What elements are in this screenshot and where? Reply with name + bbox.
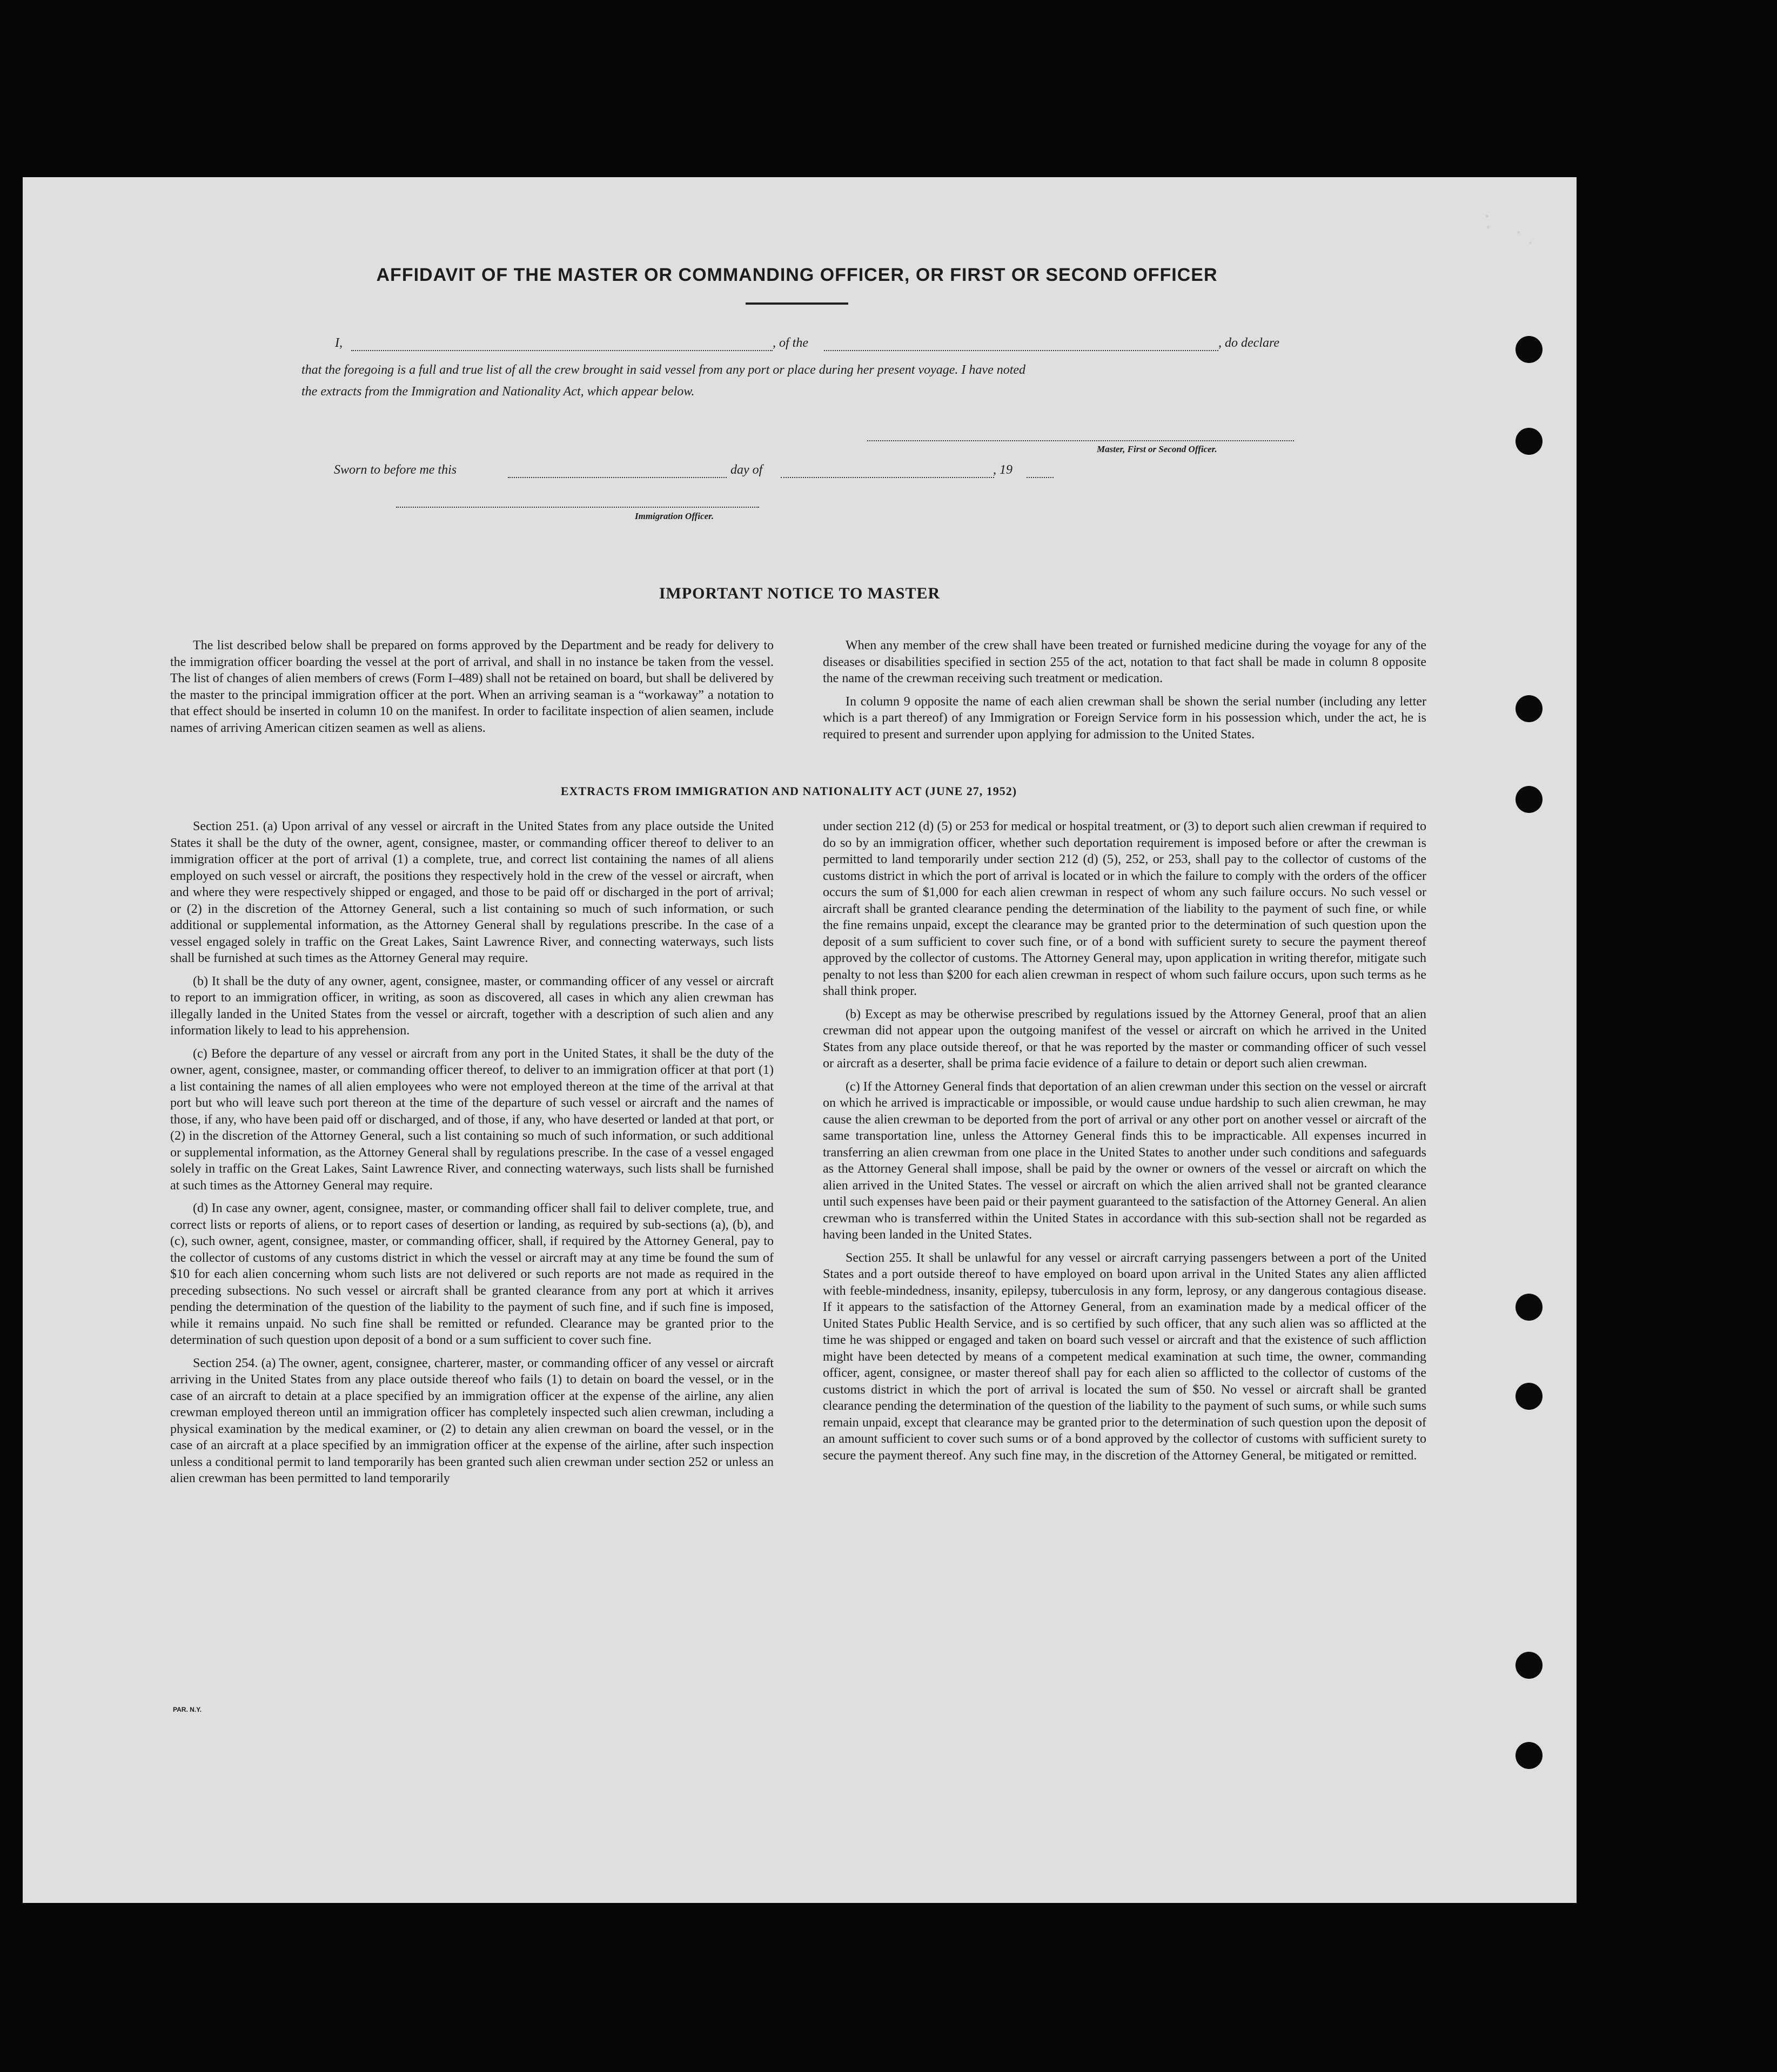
- notice-paragraph: When any member of the crew shall have been treated or furnished medicine during the voyage for any of the diseases or disabilities specified in section 255 of the act, notation to that fact shall be made in column 8 opposite the name of the crewman receiving such treatment or medication.: [823, 638, 1426, 685]
- statute-paragraph: Section 251. (a) Upon arrival of any vessel or aircraft in the United States from any place outside the United States it shall be the duty of the owner, agent, consignee, master, or commanding officer thereof to deliver to an immigration officer at the port of arrival (1) a complete, true, and correct list containing the names of all aliens employed on such vessel or aircraft, the positions they respectively hold in the crew of the vessel or aircraft, when and where they were respectively shipped or engaged, and those to be paid off or discharged in the port of arrival; or (2) in the discretion of the Attorney General, such a list containing so much of such information, or such additional or supplemental information, as the Attorney General shall by regulations prescribe. In the case of a vessel engaged solely in traffic on the Great Lakes, Saint Lawrence River, and connecting waterways, such lists shall be furnished at such times as the Attorney General may require.: [170, 819, 774, 965]
- affidavit-title: AFFIDAVIT OF THE MASTER OR COMMANDING OFFICER, OR FIRST OR SECOND OFFICER: [376, 265, 1218, 285]
- binder-hole: [1516, 1294, 1543, 1321]
- binder-hole: [1516, 336, 1543, 363]
- affidavit-of-label: , of the: [773, 336, 808, 350]
- statute-paragraph: Section 255. It shall be unlawful for any vessel or aircraft carrying passengers between a port of the United States and a port outside thereof to have employed on board upon arrival in the United States any alien afflicted with feeble-mindedness, insanity, epilepsy, tuberculosis in any form, leprosy, or any dangerous contagious disease. If it appears to the satisfaction of the Attorney General, from an examination made by a medical officer of the United States Public Health Service, and is so certified by such officer, that any such alien was so afflicted at the time he was shipped or engaged and taken on board such vessel or aircraft and that the existence of such affliction might have been detected by means of a competent medical examination at such time, the owner, commanding officer, agent, consignee, or master thereof shall pay for each alien so afflicted to the collector of customs of the customs district in which the port of arrival is located the sum of $50. No vessel or aircraft shall be granted clearance pending the determination of the question of the liability to the payment of such sums, or while such sums remain unpaid, except that clearance may be granted prior to the determination of such question upon the deposit of an amount sufficient to cover such sums or of a bond approved by the collector of customs with sufficient surety to secure the payment thereof. Any such fine may, in the discretion of the Attorney General, be mitigated or remitted.: [823, 1250, 1426, 1463]
- binder-hole: [1516, 1742, 1543, 1769]
- year-label: , 19: [993, 463, 1012, 477]
- notice-title: IMPORTANT NOTICE TO MASTER: [659, 584, 941, 602]
- officer-signature-caption: Immigration Officer.: [635, 511, 714, 521]
- extracts-left-column: [170, 818, 774, 1494]
- notice-right-column: [823, 637, 1426, 749]
- statute-paragraph: Section 254. (a) The owner, agent, consignee, charterer, master, or commanding officer of any vessel or aircraft arriving in the United States from any place outside thereof who fails (1) to detain on board the vessel, or in the case of an aircraft to detain at a place specified by an immigration officer at the expense of the airline, any alien crewman employed thereon until an immigration officer has completely inspected such alien crewman, including a physical examination by the medical examiner, or (2) to detain any alien crewman on board the vessel, or in the case of an aircraft at a place specified by an immigration officer at the expense of the airline, after such inspection unless a conditional permit to land temporarily has been granted such alien crewman under section 252 or unless an alien crewman has been permitted to land temporarily: [170, 1356, 774, 1485]
- extracts-title: EXTRACTS FROM IMMIGRATION AND NATIONALITY ACT (JUNE 27, 1952): [560, 784, 1017, 798]
- sworn-label: Sworn to before me this: [334, 463, 457, 477]
- master-signature-caption: Master, First or Second Officer.: [1097, 444, 1217, 454]
- statute-paragraph: (b) It shall be the duty of any owner, agent, consignee, master, or commanding officer of any vessel or aircraft to report to an immigration officer, in writing, as soon as discovered, all cases in which any alien crewman has illegally landed in the United States from the vessel or aircraft, together with a description of such alien and any information likely to lead to his apprehension.: [170, 974, 774, 1038]
- film-speck: [1487, 226, 1490, 228]
- binder-hole: [1516, 428, 1543, 455]
- binder-hole: [1516, 1652, 1543, 1679]
- affidavit-statement-line: that the foregoing is a full and true list of all the crew brought in said vessel from any port or place during her present voyage. I have noted: [301, 363, 1026, 377]
- statute-paragraph: (c) If the Attorney General finds that deportation of an alien crewman under this section on the vessel or aircraft on which he arrived is impracticable or impossible, or would cause undue hardship to such alien crewman, he may cause the alien crewman to be deported from the port of arrival or any other port on another vessel or aircraft of the same transportation line, unless the Attorney General finds this to be impracticable. All expenses incurred in transferring an alien crewman from one place in the United States to another under such conditions and safeguards as the Attorney General shall impose, shall be paid by the owner or owners of the vessel or aircraft on which the alien arrived in the United States. The vessel or aircraft on which the alien arrived shall not be granted clearance until such expenses have been paid or their payment guaranteed to the satisfaction of the Attorney General. An alien crewman who is transferred within the United States in accordance with this sub-section shall not be regarded as having been landed in the United States.: [823, 1079, 1426, 1242]
- officer-signature-line: [396, 507, 759, 508]
- film-speck: [1529, 241, 1532, 244]
- statute-paragraph: under section 212 (d) (5) or 253 for medical or hospital treatment, or (3) to deport such alien crewman if required to do so by an immigration officer, whether such deportation requirement is imposed before or after the crewman is permitted to land temporarily under section 212 (d) (5), 252, or 253, shall pay to the collector of customs of the customs district in which the port of arrival is located or in which the failure to comply with the orders of the officer occurs the sum of $1,000 for each alien crewman in respect of whom any such failure occurs. No such vessel or aircraft shall be granted clearance pending the determination of the liability to the payment of such fine, or while the fine remains unpaid, except the clearance may be granted prior to the determination of such question upon the deposit of a sum sufficient to cover such fine, or of a bond with sufficient surety to secure the payment thereof approved by the collector of customs. The Attorney General may, upon application in writing therefor, mitigate such penalty to not less than $200 for each alien crewman in respect of whom such failure occurs, upon such terms as he shall think proper.: [823, 819, 1426, 998]
- master-signature-line: [867, 440, 1294, 441]
- statute-paragraph: (b) Except as may be otherwise prescribed by regulations issued by the Attorney General, proof that an alien crewman did not appear upon the outgoing manifest of the vessel or aircraft on which he arrived in the United States from any place outside thereof, or that he was reported by the master or commanding officer of such vessel or aircraft as a deserter, shall be prima facie evidence of a failure to detain or deport such alien crewman.: [823, 1007, 1426, 1071]
- binder-hole: [1516, 1383, 1543, 1410]
- affidavit-declare-label: , do declare: [1218, 336, 1280, 350]
- year-blank: [1027, 477, 1054, 478]
- binder-hole: [1516, 786, 1543, 813]
- binder-hole: [1516, 695, 1543, 722]
- affidavit-statement-line: the extracts from the Immigration and Nationality Act, which appear below.: [301, 385, 695, 399]
- printer-mark: PAR. N.Y.: [173, 1706, 202, 1713]
- notice-left-column: [170, 637, 774, 743]
- film-speck: [1517, 231, 1520, 234]
- title-divider: [746, 302, 848, 305]
- statute-paragraph: (c) Before the departure of any vessel or aircraft from any port in the United States, it shall be the duty of the owner, agent, consignee, master, or commanding officer thereof, to deliver to an immigration officer at that port (1) a list containing the names of all alien employees who were not employed thereon at the time of the arrival at that port but who will leave such port thereon at the time of the departure of such vessel or aircraft and the names of those, if any, who have been paid off or discharged, and of those, if any, who have deserted or landed at that port, or (2) in the discretion of the Attorney General, such a list containing so much of such information, or such additional or supplemental information, as the Attorney General shall by regulations prescribe. In the case of a vessel engaged solely in traffic on the Great Lakes, Saint Lawrence River, and connecting waterways, such lists shall be furnished at such times as the Attorney General may require.: [170, 1046, 774, 1193]
- film-speck: [1486, 215, 1488, 218]
- vessel-blank: [824, 350, 1218, 351]
- name-blank: [351, 350, 773, 351]
- day-of-label: day of: [730, 463, 763, 477]
- extracts-right-column: [823, 818, 1426, 1470]
- affidavit-i-label: I,: [335, 336, 343, 350]
- notice-paragraph: The list described below shall be prepared on forms approved by the Department and be ready for delivery to the immigration officer boarding the vessel at the port of arrival, and shall in no instance be taken from the vessel. The list of changes of alien members of crews (Form I–489) shall not be retained on board, but shall be delivered by the master to the principal immigration officer at the port. When an arriving seaman is a “workaway” a notation to that effect should be inserted in column 10 on the manifest. In order to facilitate inspection of alien seamen, include names of arriving American citizen seamen as well as aliens.: [170, 638, 774, 735]
- month-blank: [781, 477, 994, 478]
- day-blank: [508, 477, 727, 478]
- statute-paragraph: (d) In case any owner, agent, consignee, master, or commanding officer shall fail to deliver complete, true, and correct lists or reports of aliens, or to report cases of desertion or landing, as required by sub-sections (a), (b), and (c), such owner, agent, consignee, master, or commanding officer, shall, if required by the Attorney General, pay to the collector of customs of any customs district in which the vessel or aircraft may at any time be found the sum of $10 for each alien concerning whom such lists are not delivered or such reports are not made as required in the preceding subsections. No such vessel or aircraft shall be granted clearance from any port at which it arrives pending the determination of the question of the liability to the payment of such fine, and if such fine is imposed, while it remains unpaid. No such fine shall be remitted or refunded. Clearance may be granted prior to the determination of such question upon deposit of a bond or a sum sufficient to cover such fine.: [170, 1201, 774, 1347]
- notice-paragraph: In column 9 opposite the name of each alien crewman shall be shown the serial number (including any letter which is a part thereof) of any Immigration or Foreign Service form in his possession which, under the act, he is required to present and surrender upon applying for admission to the United States.: [823, 694, 1426, 742]
